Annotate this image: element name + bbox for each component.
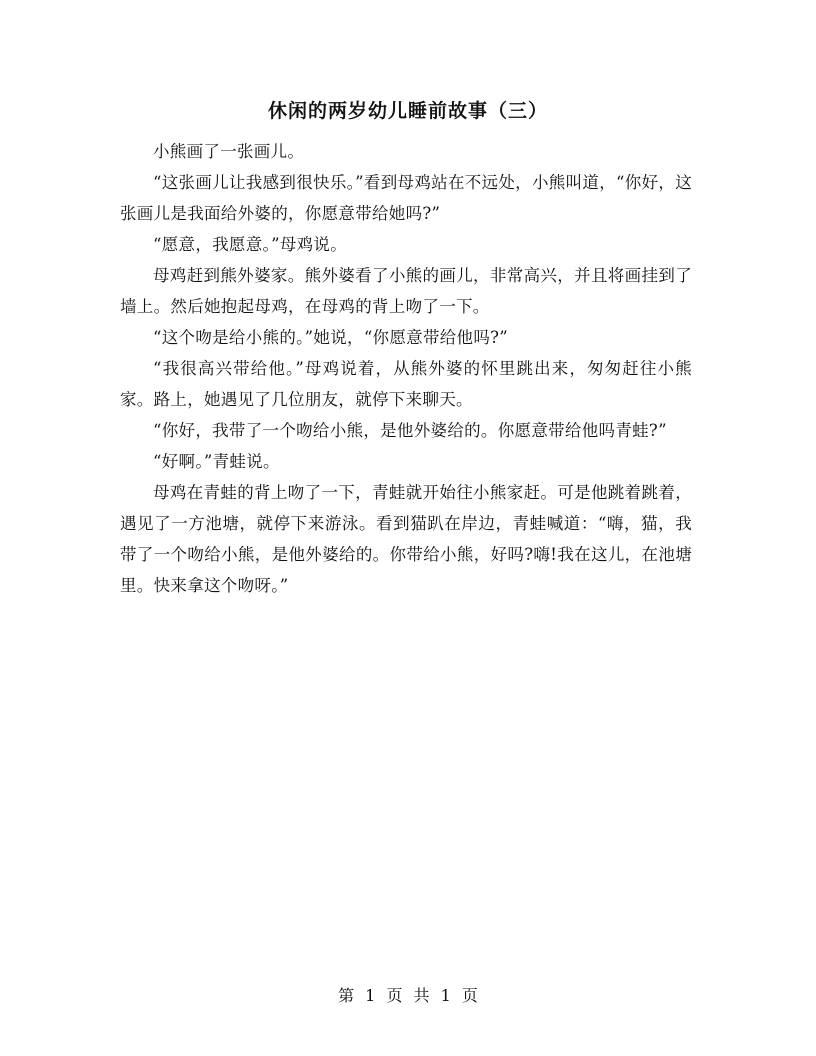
paragraph-6: “我很高兴带给他。”母鸡说着，从熊外婆的怀里跳出来，匆匆赶往小熊家。路上，她遇见了几位朋友，就停下来聊天。 <box>120 359 692 409</box>
document-title: 休闲的两岁幼儿睡前故事（三） <box>267 100 548 122</box>
paragraph-9: 母鸡在青蛙的背上吻了一下，青蛙就开始往小熊家赶。可是他跳着跳着，遇见了一方池塘，就停下来游泳。看到猫趴在岸边，青蛙喊道：“嗨，猫，我带了一个吻给小熊，是他外婆给的。你带给小熊，好吗?嗨!我在这儿，在池塘里。快来拿这个吻呀。” <box>120 483 692 595</box>
page-footer: 第 1 页 共 1 页 <box>338 986 478 1005</box>
story-body <box>120 136 692 601</box>
paragraph-1: 小熊画了一张画儿。 <box>153 142 305 161</box>
paragraph-7: “你好，我带了一个吻给小熊，是他外婆给的。你愿意带给他吗青蛙?” <box>153 421 667 440</box>
paragraph-2: “这张画儿让我感到很快乐。”看到母鸡站在不远处，小熊叫道，“你好，这张画儿是我面给外婆的，你愿意带给她吗?” <box>120 173 692 223</box>
paragraph-4: 母鸡赶到熊外婆家。熊外婆看了小熊的画儿，非常高兴，并且将画挂到了墙上。然后她抱起母鸡，在母鸡的背上吻了一下。 <box>120 266 692 316</box>
paragraph-5: “这个吻是给小熊的。”她说，“你愿意带给他吗?” <box>153 328 509 347</box>
paragraph-3: “愿意，我愿意。”母鸡说。 <box>153 235 348 254</box>
paragraph-8: “好啊。”青蛙说。 <box>153 452 280 471</box>
